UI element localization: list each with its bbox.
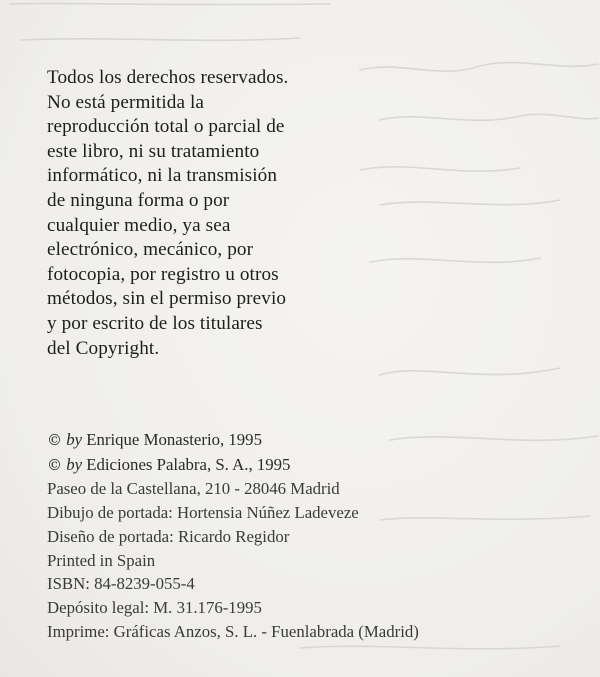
rights-line: Todos los derechos reservados. — [47, 67, 289, 88]
legal-deposit: Depósito legal: M. 31.176-1995 — [47, 597, 262, 617]
publisher-address: Paseo de la Castellana, 210 - 28046 Madrid — [47, 479, 340, 499]
rights-line: No está permitida la — [47, 91, 205, 113]
rights-line: del Copyright. — [47, 337, 160, 359]
rights-line: electrónico, mecánico, por — [47, 239, 254, 261]
rights-line: informático, ni la transmisión — [47, 165, 278, 187]
copyright-icon: © — [47, 455, 62, 474]
printed-in: Printed in Spain — [47, 550, 156, 570]
publisher-copyright-text: Ediciones Palabra, S. A., 1995 — [86, 454, 291, 474]
rights-line: y por escrito de los titulares — [47, 312, 263, 334]
cover-drawing-credit: Dibujo de portada: Hortensia Núñez Ladeveze — [47, 503, 359, 523]
rights-line: reproducción total o parcial de — [47, 116, 285, 138]
author-copyright-text: Enrique Monasterio, 1995 — [86, 430, 262, 449]
by-label: by — [66, 454, 83, 474]
rights-line: de ninguna forma o por — [47, 189, 230, 211]
copyright-author — [47, 428, 567, 453]
by-label: by — [66, 430, 83, 449]
credits-block — [47, 428, 567, 643]
rights-line: este libro, ni su tratamiento — [47, 140, 260, 162]
rights-line: métodos, sin el permiso previo — [47, 288, 287, 310]
printer-credit: Imprime: Gráficas Anzos, S. L. - Fuenlabrada (Madrid) — [47, 621, 419, 641]
rights-line: fotocopia, por registro u otros — [47, 263, 279, 285]
rights-notice — [47, 66, 377, 361]
isbn: ISBN: 84-8239-055-4 — [47, 574, 195, 594]
copyright-publisher — [47, 453, 567, 478]
copyright-icon: © — [47, 431, 62, 449]
cover-design-credit: Diseño de portada: Ricardo Regidor — [47, 526, 290, 546]
rights-line: cualquier medio, ya sea — [47, 214, 231, 236]
